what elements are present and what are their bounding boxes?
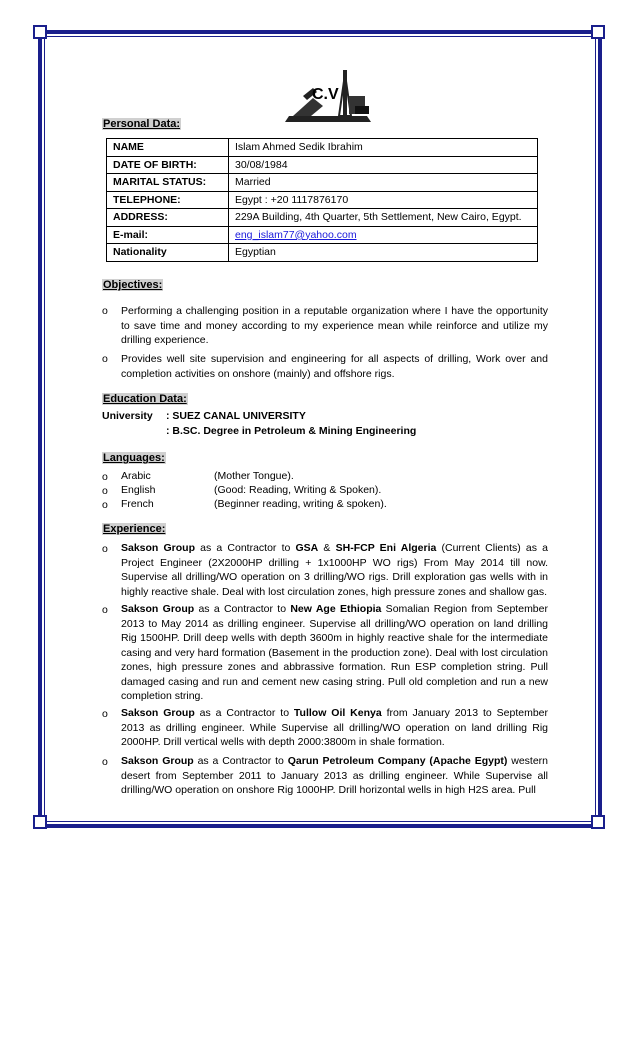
language-level: (Mother Tongue). — [214, 470, 294, 482]
address-label: ADDRESS: — [107, 209, 229, 227]
nationality-value: Egyptian — [229, 244, 538, 262]
company-name: Sakson Group — [121, 755, 194, 767]
table-row — [107, 244, 538, 262]
client-name: Qarun Petroleum Company (Apache Egypt) — [287, 755, 508, 767]
language-name: Arabic — [121, 470, 151, 482]
university-name: : SUEZ CANAL UNIVERSITY — [166, 410, 306, 422]
client-name: GSA — [295, 542, 319, 554]
bullet-marker: o — [102, 305, 108, 317]
experience-text: western desert from September 2011 to January 2013 as drilling engineer. While Supervise all drilling/WO operation on onshore Rig 1000HP. Drill horizontal wells in high H2S area. Pull — [121, 755, 549, 796]
email-cell — [229, 226, 538, 244]
experience-text: as a Contractor to — [195, 542, 296, 554]
dob-value: 30/08/1984 — [229, 156, 538, 174]
language-level: (Beginner reading, writing & spoken). — [214, 498, 387, 510]
experience-text: as a Contractor to — [194, 603, 291, 615]
experience-item — [121, 706, 548, 750]
dob-label: DATE OF BIRTH: — [107, 156, 229, 174]
language-level: (Good: Reading, Writing & Spoken). — [214, 484, 382, 496]
table-row — [107, 191, 538, 209]
name-value: Islam Ahmed Sedik Ibrahim — [229, 139, 538, 157]
marital-label: MARITAL STATUS: — [107, 174, 229, 192]
corner-ornament — [591, 815, 605, 829]
experience-item — [121, 602, 548, 704]
cv-logo-text: C.V — [312, 86, 339, 103]
objective-item: Performing a challenging position in a reputable organization where I have the opportunity to save time and money according to my experience mean while reinforce and utilize my drilling experience. — [121, 305, 548, 346]
language-name: French — [121, 498, 154, 510]
company-name: Sakson Group — [121, 542, 196, 554]
section-personal-data: Personal Data: — [103, 118, 181, 130]
telephone-label: TELEPHONE: — [107, 191, 229, 209]
table-row — [107, 226, 538, 244]
company-name: Sakson Group — [121, 603, 195, 615]
corner-ornament — [33, 25, 47, 39]
corner-ornament — [33, 815, 47, 829]
marital-value: Married — [229, 174, 538, 192]
bullet-marker: o — [102, 471, 108, 483]
bullet-marker: o — [102, 604, 108, 616]
experience-item — [121, 754, 548, 798]
education-label: University — [102, 410, 153, 422]
section-languages: Languages: — [103, 452, 165, 464]
experience-text: as a Contractor to — [193, 755, 288, 767]
section-experience: Experience: — [103, 523, 166, 535]
language-name: English — [121, 484, 156, 496]
bullet-marker: o — [102, 756, 108, 768]
experience-text: & — [318, 542, 336, 554]
table-row — [107, 174, 538, 192]
bullet-marker: o — [102, 353, 108, 365]
company-name: Sakson Group — [121, 707, 195, 719]
experience-text: (Current Clients) as a Project Engineer (2X2000HP drilling + 1x1000HP WO rigs) From May 2014 till now. Supervise all drilling/WO operation on 3 drilling/WO rigs. Drill exploration gas wells with in highly reactive shale. Deal with lost circulation zones, high pressure zones and shallow gas. — [121, 542, 549, 598]
experience-text: as a Contractor to — [194, 707, 294, 719]
bullet-marker: o — [102, 499, 108, 511]
client-name: New Age Ethiopia — [290, 603, 382, 615]
address-value: 229A Building, 4th Quarter, 5th Settlement, New Cairo, Egypt. — [229, 209, 538, 227]
table-row — [107, 139, 538, 157]
objective-item: Provides well site supervision and engineering for all aspects of drilling, Work over and completion activities on onshore (mainly) and offshore rigs. — [121, 353, 548, 380]
client-name: SH-FCP Eni Algeria — [335, 542, 437, 554]
experience-text: from January 2013 to September 2013 as drilling engineer. While Supervise all drilling/WO operation on land drilling Rig 2000HP. Drill vertical wells with depth 2000:3800m in shale formation. — [121, 707, 549, 748]
bullet-marker: o — [102, 543, 108, 555]
table-row — [107, 209, 538, 227]
telephone-value: Egypt : +20 1117876170 — [229, 191, 538, 209]
experience-item — [121, 541, 548, 599]
corner-ornament — [591, 25, 605, 39]
table-row — [107, 156, 538, 174]
degree-name: : B.SC. Degree in Petroleum & Mining Engineering — [166, 425, 417, 437]
email-label: E-mail: — [107, 226, 229, 244]
section-education: Education Data: — [103, 393, 187, 405]
personal-data-table — [106, 138, 538, 262]
client-name: Tullow Oil Kenya — [293, 707, 382, 719]
nationality-label: Nationality — [107, 244, 229, 262]
bullet-marker: o — [102, 708, 108, 720]
experience-text: Somalian Region from September 2013 to May 2014 as drilling engineer. Supervise all drilling/WO operation on land drilling Rig 1500HP. Drill deep wells with depth 3600m in highly reactive shale for the intermediate casing and very hard formation (Basement in the production zone). Deal with lost circulation zones, high pressure zones and abbrassive formation. Run ESP completion string. Pull damaged casing and run and cement new casing string. Pull old completion and run a new completion string. — [121, 603, 548, 702]
email-link[interactable]: eng_islam77@yahoo.com — [235, 228, 357, 241]
bullet-marker: o — [102, 485, 108, 497]
name-label: NAME — [107, 139, 229, 157]
section-objectives: Objectives: — [103, 279, 163, 291]
